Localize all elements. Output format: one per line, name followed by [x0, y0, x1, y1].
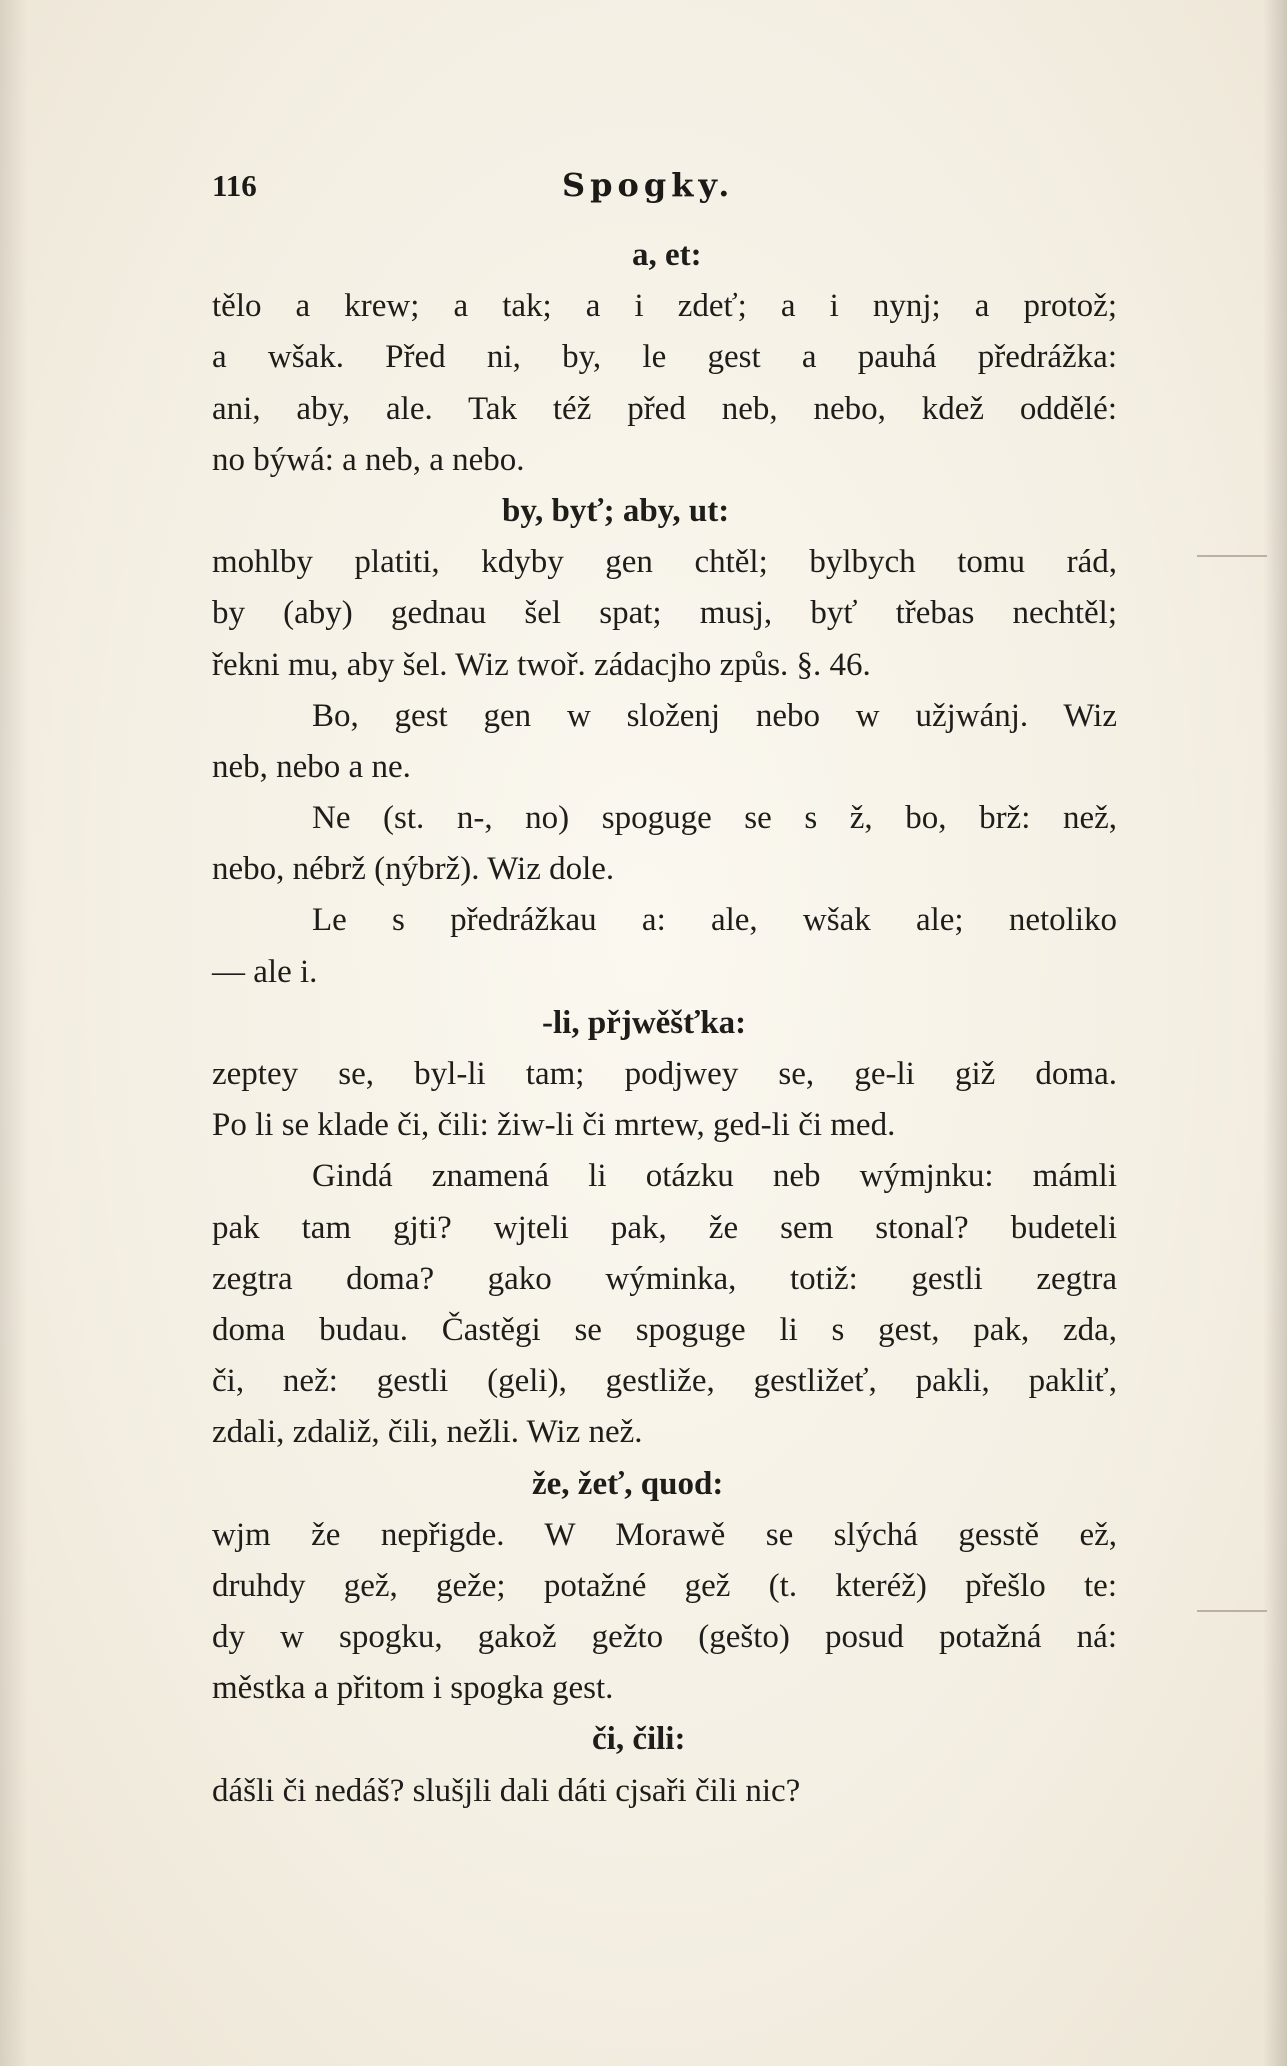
- entry-heading: že, žeť, quod:: [532, 1465, 724, 1502]
- entry-heading: by, byť; aby, ut:: [502, 492, 730, 529]
- text-line: — ale i.: [212, 953, 318, 990]
- entry-heading: či, čili:: [592, 1721, 686, 1758]
- text-line: zdali, zdaliž, čili, nežli. Wiz než.: [212, 1414, 643, 1451]
- entry-heading: Gindá znamená li otázku neb wýmjnku: mámli: [312, 1158, 1117, 1195]
- text-line: wjm že nepřigde. W Morawě se slýchá gesstě ež,: [212, 1516, 1117, 1553]
- text-line: Po li se klade či, čili: žiw-li či mrtew, ged-li či med.: [212, 1107, 896, 1144]
- text-line: druhdy gež, geže; potažné gež (t. kteréž) přešlo te:: [212, 1567, 1117, 1604]
- margin-rule: [1197, 555, 1267, 557]
- right-page-shadow: [1263, 0, 1287, 2066]
- entry-heading: Le s předrážkau a: ale, wšak ale; netoliko: [312, 902, 1117, 939]
- page-number: 116: [212, 168, 257, 203]
- page-header: [212, 168, 1112, 218]
- text-line: zegtra doma? gako wýminka, totiž: gestli zegtra: [212, 1260, 1117, 1297]
- text-line: a wšak. Před ni, by, le gest a pauhá předrážka:: [212, 339, 1117, 376]
- text-line: mohlby platiti, kdyby gen chtěl; bylbych tomu rád,: [212, 544, 1117, 581]
- text-line: tělo a krew; a tak; a i zdeť; a i nynj; a protož;: [212, 288, 1117, 325]
- text-line: dášli či nedáš? slušjli dali dáti cjsaři čili nic?: [212, 1772, 801, 1809]
- page-body: [212, 230, 1117, 1817]
- text-line: městka a přitom i spogka gest.: [212, 1670, 614, 1707]
- margin-rule: [1197, 1610, 1267, 1612]
- entry-heading: a, et:: [632, 237, 702, 273]
- text-line: zeptey se, byl-li tam; podjwey se, ge-li giž doma.: [212, 1056, 1117, 1092]
- text-line: doma budau. Častěgi se spoguge li s gest, pak, zda,: [212, 1311, 1117, 1348]
- text-line: řekni mu, aby šel. Wiz twoř. zádacjho způs. §. 46.: [212, 646, 871, 683]
- text-line: ani, aby, ale. Tak též před neb, nebo, kdež oddělé:: [212, 390, 1117, 427]
- entry-heading: Ne (st. n-, no) spoguge se s ž, bo, brž: než,: [312, 800, 1117, 837]
- text-line: dy w spogku, gakož gežto (gešto) posud potažná ná:: [212, 1619, 1117, 1656]
- text-line: by (aby) gednau šel spat; musj, byť třebas nechtěl;: [212, 595, 1117, 632]
- text-line: nebo, nébrž (nýbrž). Wiz dole.: [212, 851, 615, 888]
- entry-heading: -li, přjwěšťka:: [542, 1004, 747, 1041]
- text-line: no býwá: a neb, a nebo.: [212, 441, 525, 478]
- entry-heading: Bo, gest gen w složenj nebo w užjwánj. Wiz: [312, 697, 1117, 734]
- left-page-shadow: [0, 0, 28, 2066]
- running-head: Spogky.: [562, 166, 735, 204]
- text-line: neb, nebo a ne.: [212, 748, 411, 785]
- text-line: pak tam gjti? wjteli pak, že sem stonal? budeteli: [212, 1209, 1117, 1246]
- text-line: či, než: gestli (geli), gestliže, gestližeť, pakli, pakliť,: [212, 1363, 1117, 1400]
